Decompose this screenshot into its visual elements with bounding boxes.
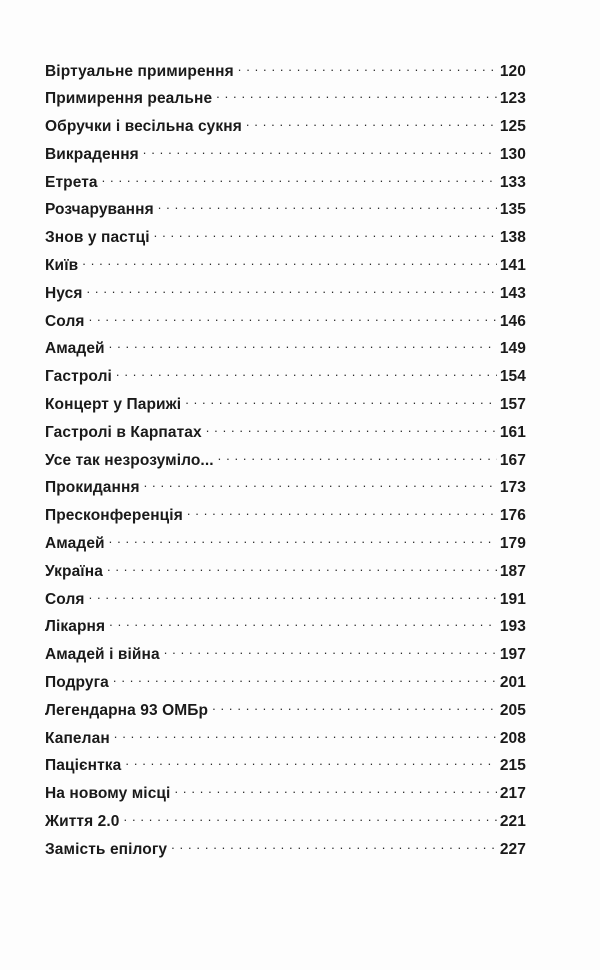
- toc-entry-page: 125: [499, 118, 526, 136]
- toc-entry-title: Амадей: [45, 340, 105, 358]
- toc-entry: [45, 644, 526, 672]
- toc-dot-leader: [185, 394, 497, 410]
- toc-entry: [45, 616, 526, 644]
- toc-entry: [45, 338, 526, 366]
- toc-dot-leader: [124, 811, 497, 827]
- toc-dot-leader: [206, 421, 497, 437]
- toc-entry-title: На новому місці: [45, 785, 171, 803]
- toc-dot-leader: [218, 449, 497, 465]
- toc-entry-page: 179: [499, 535, 526, 553]
- toc-entry: [45, 477, 526, 505]
- toc-dot-leader: [89, 588, 497, 604]
- toc-dot-leader: [89, 310, 497, 326]
- toc-entry-page: 205: [499, 701, 526, 719]
- toc-entry-title: Знов у пастці: [45, 229, 150, 247]
- toc-entry-title: Гастролі в Карпатах: [45, 423, 202, 441]
- toc-entry-page: 157: [499, 396, 526, 414]
- toc-entry-title: Викрадення: [45, 145, 139, 163]
- toc-entry-page: 197: [499, 646, 526, 664]
- toc-entry-page: 187: [499, 562, 526, 580]
- toc-entry: [45, 588, 526, 616]
- toc-entry-page: 161: [499, 423, 526, 441]
- toc-entry-page: 146: [499, 312, 526, 330]
- toc-entry: [45, 560, 526, 588]
- toc-dot-leader: [125, 755, 496, 771]
- toc-entry-page: 135: [499, 201, 526, 219]
- toc-entry: [45, 310, 526, 338]
- toc-entry-title: Соля: [45, 590, 85, 608]
- toc-entry-title: Амадей: [45, 535, 105, 553]
- toc-dot-leader: [102, 171, 497, 187]
- toc-entry-page: 176: [499, 507, 526, 525]
- toc-entry-page: 149: [499, 340, 526, 358]
- toc-entry-page: 215: [499, 757, 526, 775]
- toc-dot-leader: [109, 533, 497, 549]
- toc-dot-leader: [82, 255, 497, 271]
- toc-entry: [45, 783, 526, 811]
- toc-dot-leader: [238, 60, 497, 76]
- toc-entry-page: 138: [499, 229, 526, 247]
- toc-entry: [45, 699, 526, 727]
- toc-dot-leader: [87, 282, 497, 298]
- toc-entry: [45, 727, 526, 755]
- toc-entry: [45, 143, 526, 171]
- toc-dot-leader: [187, 505, 497, 521]
- toc-entry-title: Київ: [45, 257, 79, 275]
- toc-entry: [45, 755, 526, 783]
- toc-dot-leader: [116, 366, 497, 382]
- toc-entry-page: 193: [499, 618, 526, 636]
- toc-entry-title: Життя 2.0: [45, 813, 120, 831]
- toc-dot-leader: [164, 644, 497, 660]
- toc-entry: [45, 394, 526, 422]
- toc-dot-leader: [174, 783, 496, 799]
- toc-entry-title: Концерт у Парижі: [45, 396, 182, 414]
- toc-entry: [45, 88, 526, 116]
- toc-entry: [45, 838, 526, 866]
- toc-dot-leader: [114, 727, 497, 743]
- toc-entry: [45, 60, 526, 88]
- toc-entry-title: Віртуальне примирення: [45, 62, 234, 80]
- toc-dot-leader: [158, 199, 497, 215]
- toc-entry-title: Усе так незрозуміло...: [45, 451, 214, 469]
- toc-dot-leader: [109, 338, 497, 354]
- toc-entry: [45, 255, 526, 283]
- toc-dot-leader: [107, 560, 497, 576]
- toc-entry-title: Легендарна 93 ОМБр: [45, 701, 209, 719]
- table-of-contents: [45, 60, 526, 866]
- toc-entry-title: Прокидання: [45, 479, 140, 497]
- toc-dot-leader: [246, 116, 497, 132]
- toc-dot-leader: [144, 477, 497, 493]
- toc-entry: [45, 811, 526, 839]
- toc-entry: [45, 505, 526, 533]
- toc-entry-page: 201: [499, 674, 526, 692]
- toc-dot-leader: [109, 616, 497, 632]
- toc-entry-title: Лікарня: [45, 618, 106, 636]
- toc-entry-title: Замість епілогу: [45, 840, 168, 858]
- toc-entry: [45, 199, 526, 227]
- toc-entry: [45, 533, 526, 561]
- toc-entry-title: Пацієнтка: [45, 757, 122, 775]
- toc-entry-page: 130: [499, 145, 526, 163]
- toc-entry-page: 191: [499, 590, 526, 608]
- toc-entry-title: Етрета: [45, 173, 98, 191]
- toc-entry: [45, 282, 526, 310]
- toc-entry-title: Пресконференція: [45, 507, 183, 525]
- toc-entry: [45, 672, 526, 700]
- toc-entry-page: 167: [499, 451, 526, 469]
- toc-entry-page: 227: [499, 840, 526, 858]
- toc-entry-title: Обручки і весільна сукня: [45, 118, 242, 136]
- toc-dot-leader: [143, 143, 497, 159]
- toc-dot-leader: [154, 227, 497, 243]
- toc-entry-title: Україна: [45, 562, 103, 580]
- toc-entry-page: 133: [499, 173, 526, 191]
- toc-entry-title: Примирення реальне: [45, 90, 213, 108]
- toc-entry-page: 217: [499, 785, 526, 803]
- toc-entry-page: 208: [499, 729, 526, 747]
- toc-entry-page: 154: [499, 368, 526, 386]
- toc-entry: [45, 116, 526, 144]
- toc-entry-page: 143: [499, 284, 526, 302]
- toc-entry-title: Нуся: [45, 284, 83, 302]
- toc-entry: [45, 227, 526, 255]
- toc-entry: [45, 449, 526, 477]
- toc-entry-title: Амадей і війна: [45, 646, 160, 664]
- toc-entry-title: Соля: [45, 312, 85, 330]
- toc-entry-title: Капелан: [45, 729, 110, 747]
- toc-entry-page: 221: [499, 813, 526, 831]
- toc-dot-leader: [216, 88, 497, 104]
- toc-dot-leader: [212, 699, 497, 715]
- toc-entry-title: Розчарування: [45, 201, 154, 219]
- toc-entry: [45, 171, 526, 199]
- toc-entry-page: 120: [499, 62, 526, 80]
- toc-entry: [45, 366, 526, 394]
- toc-entry-page: 141: [499, 257, 526, 275]
- toc-entry: [45, 421, 526, 449]
- toc-entry-title: Подруга: [45, 674, 109, 692]
- toc-entry-title: Гастролі: [45, 368, 112, 386]
- toc-entry-page: 123: [499, 90, 526, 108]
- toc-entry-page: 173: [499, 479, 526, 497]
- toc-dot-leader: [113, 672, 497, 688]
- toc-dot-leader: [171, 838, 497, 854]
